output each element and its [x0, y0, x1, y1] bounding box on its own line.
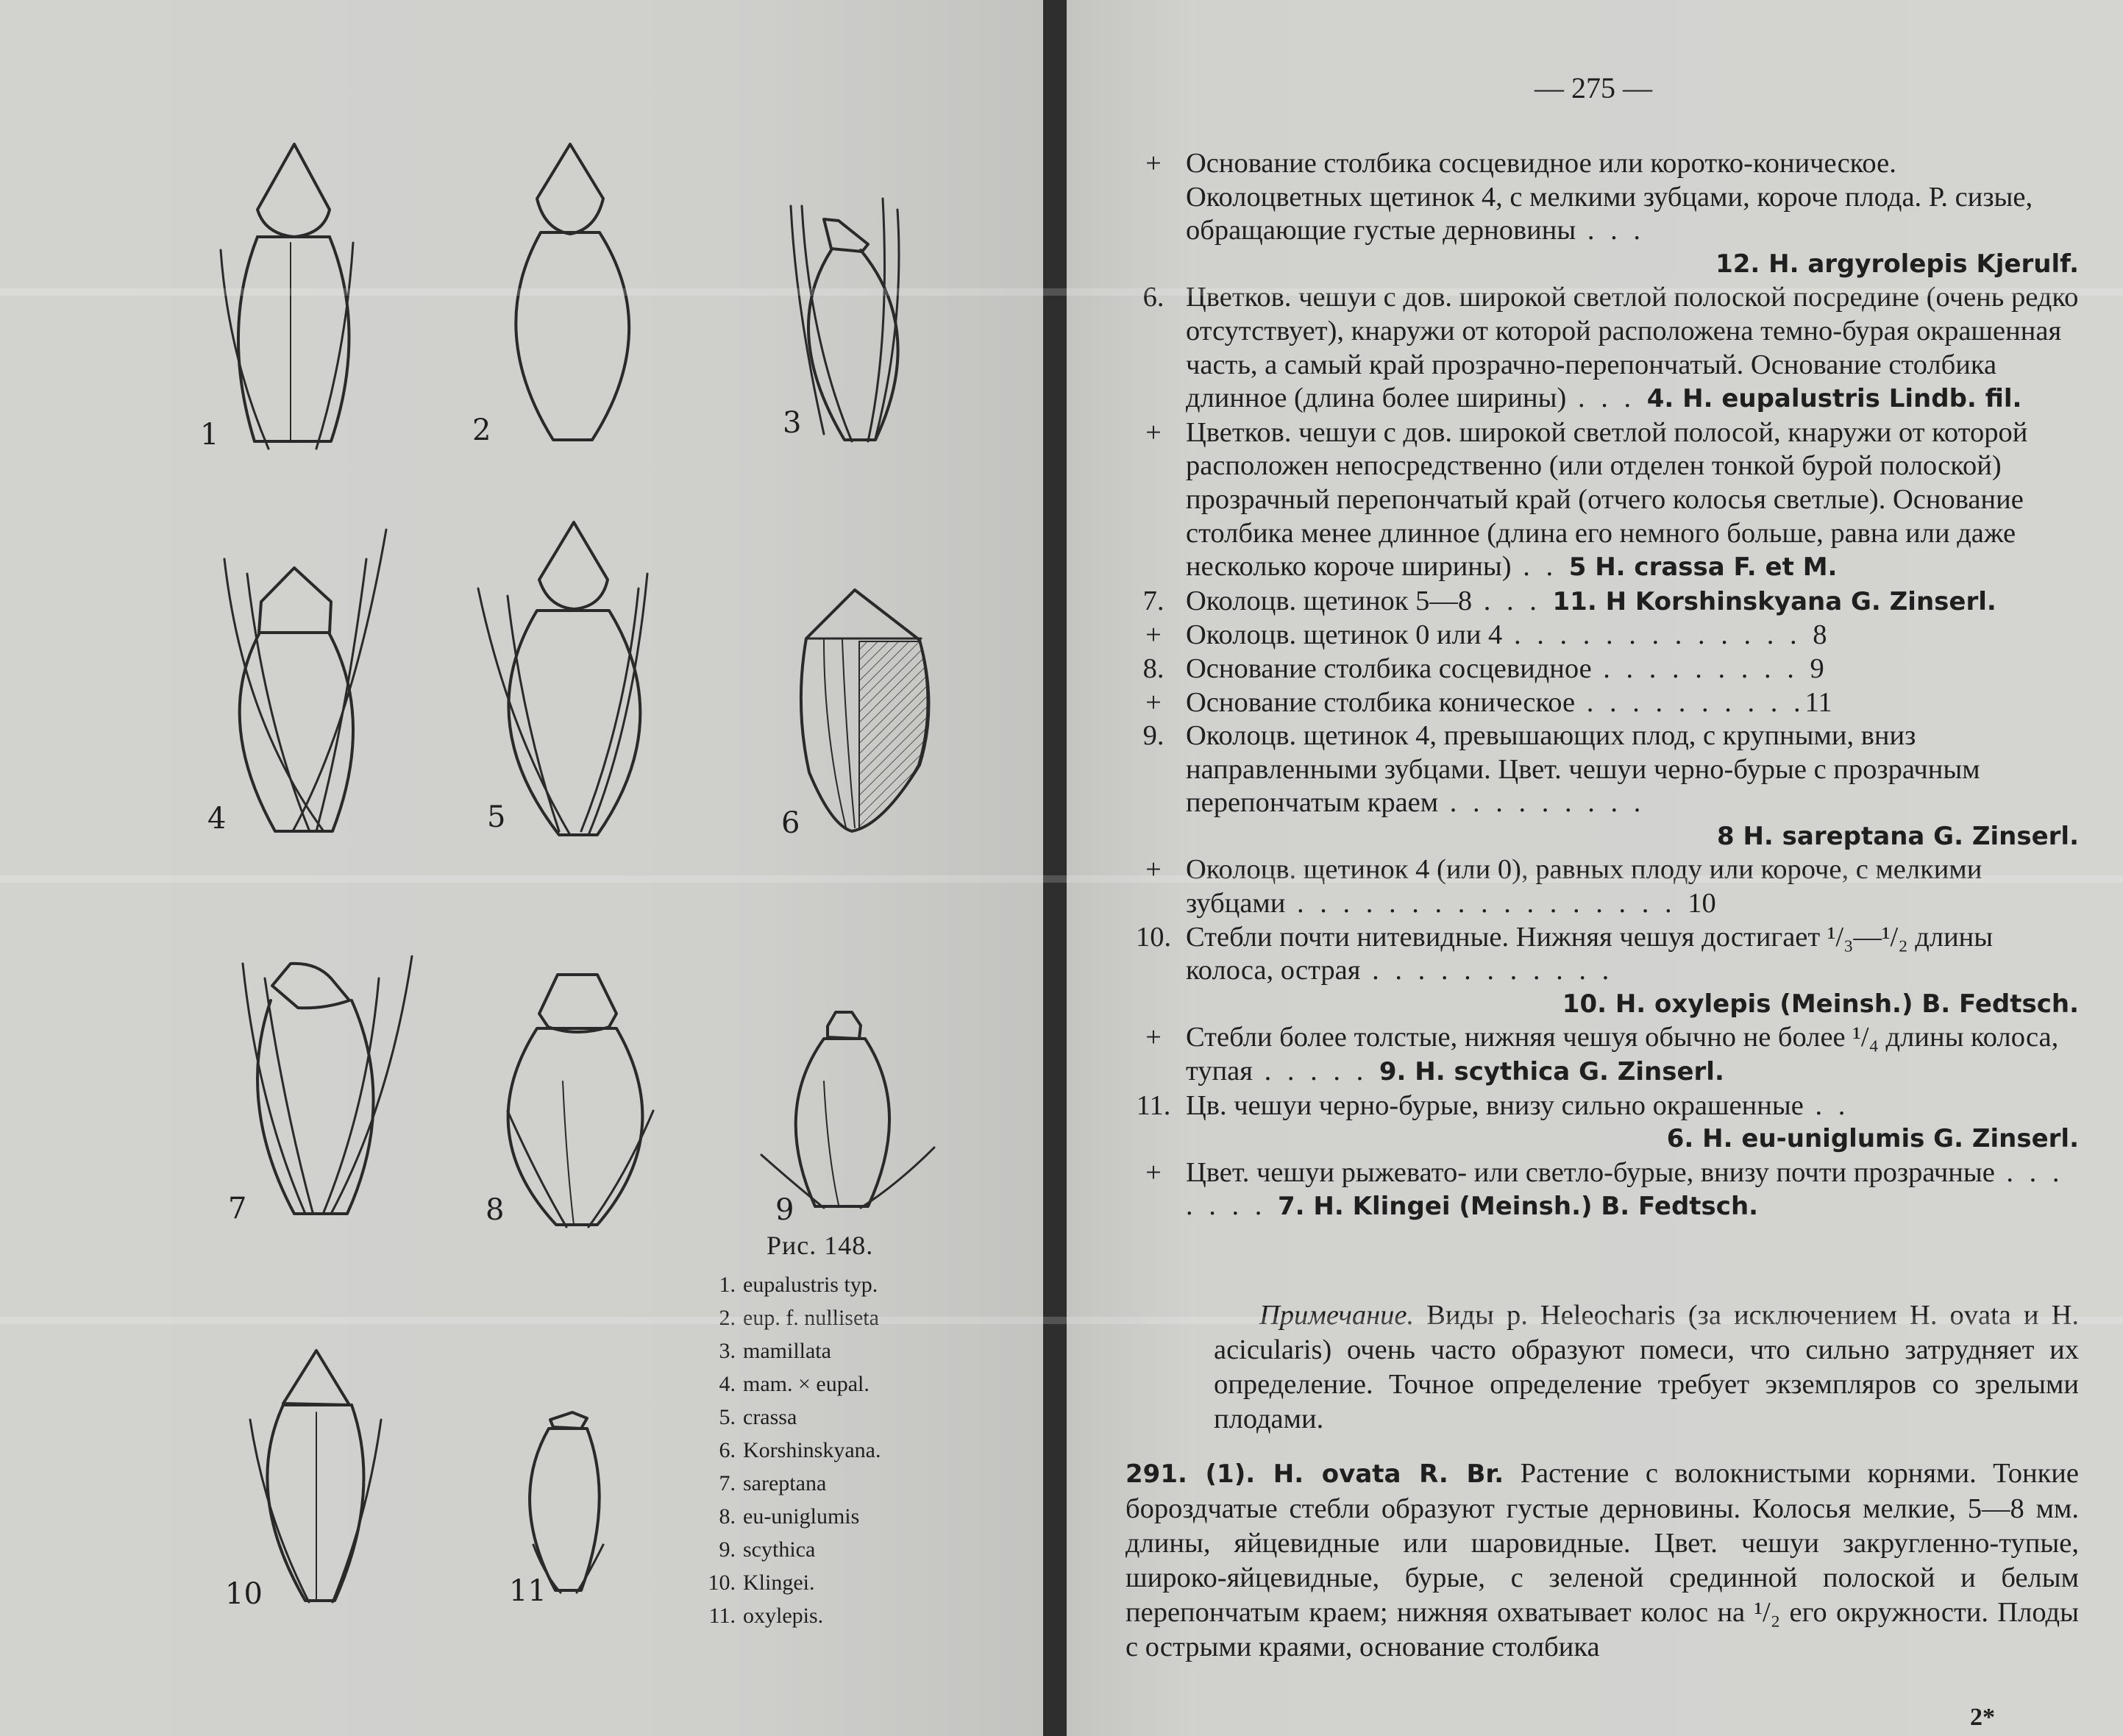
key-leaders: . . [1511, 551, 1569, 583]
key-result: 6. H. eu-uniglumis G. Zinserl. [1666, 1124, 2079, 1154]
key-leaders: . . . [1576, 215, 1645, 246]
key-marker: + [1145, 1022, 1162, 1053]
legend-row: 2. eup. f. nulliseta [719, 1306, 879, 1330]
key-leaders: . . . . . . . . . [1591, 652, 1810, 684]
key-result: 12. H. argyrolepis Kjerulf. [1715, 249, 2079, 279]
panel-label-3: 3 [783, 406, 802, 440]
species-heading: 291. (1). H. ovata R. Br. [1125, 1459, 1504, 1489]
scan-artifact [0, 288, 2123, 296]
key-leaders: . . . . . [1252, 1056, 1379, 1087]
legend-row: 7. sareptana [719, 1471, 827, 1495]
page-number: — 275 — [1535, 71, 1652, 104]
panel-label-8: 8 [486, 1193, 505, 1227]
key-text: Цветков. чешуи с дов. широкой светлой полоской посредине (очень редко отсутствует), кнаружи от которой расположена темно-бурая окрашенная часть, а самый край прозрачно-перепончатый. Основание столбика длинное (длина более ширины) [1186, 282, 2079, 414]
scan-artifact [0, 1317, 2123, 1324]
fruit-drawing-7 [243, 956, 412, 1214]
key-lead: 8 [1813, 619, 1827, 651]
key-marker: 9. [1142, 720, 1164, 752]
key-text: Цветков. чешуи с дов. широкой светлой полосой, кнаружи от которой расположен непосредственно (или отделен тонкой бурой полоской) прозрачный перепончатый край (отчего колосья светлые). Основание столбика менее длинное (длина его немного больше, равна или даже несколько короче ширины) [1186, 416, 2028, 583]
key-entry [1130, 416, 2079, 585]
key-leaders: . . . . . . . . . . . . . [1502, 619, 1813, 651]
scan-artifact [0, 875, 2123, 883]
key-entry [1130, 1089, 2079, 1156]
book-gutter [1043, 0, 1067, 1736]
legend-row: 6. Korshinskyana. [719, 1438, 881, 1462]
fruit-drawing-6 [801, 590, 929, 831]
key-marker: 7. [1142, 585, 1164, 616]
key-entry [1130, 281, 2079, 416]
key-leaders: . . . . . . . . . . . . . . . . . [1285, 888, 1688, 919]
key-marker: + [1145, 148, 1162, 179]
key-entry [1130, 652, 2079, 686]
species-paragraph [1125, 1456, 2079, 1665]
left-page [0, 0, 1043, 1736]
key-text: Околоцв. щетинок 4 (или 0), равных плоду или короче, с мелкими зубцами [1186, 854, 1982, 919]
key-entry [1130, 147, 2079, 281]
fruit-drawing-1 [221, 144, 353, 449]
key-entry [1130, 1021, 2079, 1089]
panel-label-2: 2 [472, 413, 491, 447]
key-lead: 9 [1810, 652, 1824, 684]
legend-row: 5. crassa [719, 1405, 797, 1429]
key-marker: + [1145, 686, 1162, 718]
key-text: Основание столбика сосцевидное или коротко-коническое. Околоцветных щетинок 4, с мелкими зубцами, короче плода. Р. сизые, обращающие густые дерновины [1186, 148, 2033, 246]
key-result: 11. H Korshinskyana G. Zinserl. [1552, 586, 1996, 616]
panel-label-11: 11 [509, 1574, 547, 1608]
key-result: 7. H. Klingei (Meinsh.) B. Fedtsch. [1278, 1192, 1759, 1222]
panel-label-1: 1 [200, 418, 219, 452]
identification-key [1130, 147, 2079, 1224]
key-leaders: . . [1803, 1089, 1850, 1121]
key-leaders: . . . . . . . . . [1438, 787, 1646, 819]
legend-row: 9. scythica [719, 1537, 816, 1562]
key-leaders: . . . . . . . . . . [1575, 686, 1805, 718]
key-entry [1130, 619, 2079, 652]
legend-row: 10. Klingei. [708, 1570, 815, 1595]
key-entry [1130, 921, 2079, 1022]
key-result: 10. H. oxylepis (Meinsh.) B. Fedtsch. [1562, 989, 2079, 1019]
key-result: 9. H. scythica G. Zinserl. [1379, 1057, 1724, 1087]
key-marker: 8. [1142, 652, 1164, 684]
species-description: Растение с волокнистыми корнями. Тонкие бороздчатые стебли образуют густые дерновины. Колосья мелкие, 5—8 мм. длины, яйцевидные или шаровидные. Цвет. чешуи закругленно-тупые, широко-яйцевидные, бурые, с зеленой срединной полоской и белым перепончатым краем; нижняя охватывает колос на ¹/₂ его окружности. Плоды с острыми краями, основание столбика [1125, 1458, 2079, 1662]
key-leaders: . . . [1566, 383, 1647, 414]
fruit-drawing-11 [530, 1412, 603, 1593]
key-text: Цв. чешуи черно-бурые, внизу сильно окрашенные [1186, 1089, 1804, 1121]
key-text: Околоцв. щетинок 4, превышающих плод, с крупными, вниз направленными зубцами. Цвет. чешуи черно-бурые с прозрачным перепончатым краем [1186, 720, 1980, 819]
note-text: Виды р. Heleocharis (за исключением H. ovata и H. acicularis) очень часто образуют помеси, что сильно затрудняет их определение. Точное определение требует экземпляров со зрелыми плодами. [1214, 1300, 2079, 1434]
key-lead: 11 [1804, 686, 1832, 718]
key-result: 8 H. sareptana G. Zinserl. [1716, 821, 2079, 851]
key-marker: 11. [1136, 1089, 1171, 1121]
key-entry [1130, 853, 2079, 920]
figure-caption: Рис. 148. [767, 1231, 874, 1260]
panel-label-10: 10 [225, 1577, 263, 1611]
fruit-drawing-9 [761, 1012, 934, 1208]
key-marker: 6. [1142, 282, 1164, 313]
panel-label-7: 7 [228, 1192, 247, 1225]
key-text: Стебли почти нитевидные. Нижняя чешуя достигает ¹/₃—¹/₂ длины колоса, острая [1186, 921, 1994, 986]
legend-row: 4. mam. × eupal. [719, 1372, 870, 1396]
panel-label-6: 6 [781, 806, 800, 840]
legend-row: 11. oxylepis. [708, 1604, 824, 1628]
key-text: Цвет. чешуи рыжевато- или светло-бурые, внизу почти прозрачные [1186, 1156, 1995, 1188]
key-marker: + [1145, 619, 1162, 651]
key-lead: 10 [1688, 888, 1716, 919]
note-label: Примечание. [1259, 1300, 1415, 1331]
fruit-drawing-10 [250, 1351, 381, 1602]
signature-mark: 2* [1970, 1704, 1995, 1731]
fruit-drawing-3 [791, 199, 899, 441]
key-text: Околоцв. щетинок 0 или 4 [1186, 619, 1503, 651]
key-text: Основание столбика сосцевидное [1186, 652, 1592, 684]
legend-row: 3. mamillata [719, 1339, 831, 1363]
key-leaders: . . . [1472, 585, 1553, 616]
key-entry [1130, 585, 2079, 619]
key-marker: 10. [1135, 921, 1172, 953]
key-text: Стебли более толстые, нижняя чешуя обычно не более ¹/₄ длины колоса, тупая [1186, 1022, 2059, 1087]
key-entry [1130, 1156, 2079, 1224]
key-leaders: . . . . . . . . . . . [1360, 955, 1614, 986]
key-text: Околоцв. щетинок 5—8 [1186, 585, 1473, 616]
key-marker: + [1145, 854, 1162, 886]
key-result: 4. H. eupalustris Lindb. fil. [1646, 384, 2022, 414]
key-entry [1130, 686, 2079, 720]
panel-label-5: 5 [487, 800, 506, 834]
panel-label-4: 4 [207, 802, 227, 836]
key-text: Основание столбика коническое [1186, 686, 1576, 718]
figure-plate [0, 0, 1043, 1736]
legend-row: 8. eu-uniglumis [719, 1504, 860, 1529]
panel-label-9: 9 [775, 1193, 794, 1227]
key-result: 5 H. crassa F. et M. [1568, 552, 1838, 583]
key-leaders: . . . . . . . [1186, 1156, 2064, 1222]
fruit-drawing-5 [478, 522, 647, 835]
fruit-drawing-8 [508, 975, 653, 1227]
fruit-drawing-4 [224, 530, 386, 831]
key-marker: + [1145, 1156, 1162, 1188]
legend-row: 1. eupalustris typ. [719, 1273, 878, 1297]
key-marker: + [1145, 416, 1162, 448]
key-entry [1130, 719, 2079, 853]
